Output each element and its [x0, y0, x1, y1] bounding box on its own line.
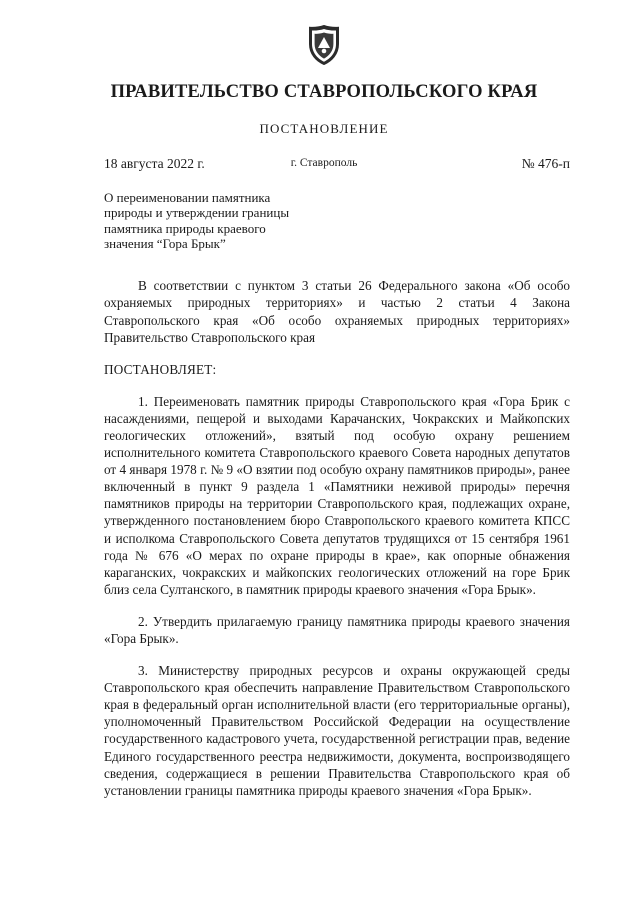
- clause-1: 1. Переименовать памятник природы Ставропольского края «Гора Брик с насаждениями, пещерой и выходами Карачанских, Чокракских и Майкопских геологических отложений», взятый под особую охрану решением исполнительного комитета Ставропольского краевого Совета народных депутатов от 4 января 1978 г. № 9 «О взятии под особую охрану памятников природы», ранее включенный в пункт 9 раздела 1 «Памятники неживой природы» перечня памятников природы на территории Ставропольского края, подлежащих охране, утвержденного постановлением бюро Ставропольского краевого комитета КПСС и исполкома Ставропольского Совета депутатов трудящихся от 15 сентября 1961 года № 676 «О мерах по охране природы в крае», как опорные обнажения караганских, чокракских и майкопских геологических отложений на горе Брик близ села Султанского, в памятник природы краевого значения «Гора Брык».: [104, 393, 570, 597]
- document-body: [104, 277, 570, 799]
- document-date: 18 августа 2022 г.: [104, 156, 205, 171]
- document-type: ПОСТАНОВЛЕНИЕ: [259, 121, 389, 136]
- clause-3: 3. Министерству природных ресурсов и охраны окружающей среды Ставропольского края обеспечить направление Правительством Ставропольского края в федеральный орган исполнительной власти (его территориальные органы), уполномоченный Правительством Российской Федерации на осуществление государственного кадастрового учета, государственной регистрации прав, ведение Единого государственного реестра недвижимости, документа, воспроизводящего сведения, содержащиеся в решении Правительства Ставропольского края об установлении границы памятника природы краевого значения «Гора Брык».: [104, 663, 570, 798]
- page-title: ПРАВИТЕЛЬСТВО СТАВРОПОЛЬСКОГО КРАЯ: [110, 82, 538, 102]
- subject-line: значения “Гора Брык”: [104, 235, 226, 251]
- decree-word: ПОСТАНОВЛЯЕТ:: [104, 361, 217, 377]
- city-label: г. Ставрополь: [290, 157, 358, 169]
- document-number: № 476-п: [521, 156, 570, 171]
- emblem-container: [78, 0, 570, 66]
- preamble-paragraph: В соответствии с пунктом 3 статьи 26 Федерального закона «Об особо охраняемых природных территориях» и частью 2 статьи 4 Закона Ставропольского края «Об особо охраняемых природных территориях» Правительство Ставропольского края: [104, 278, 570, 345]
- subject-line: О переименовании памятника: [104, 190, 271, 205]
- document-subject: [104, 190, 354, 251]
- document-meta: [78, 156, 570, 176]
- subject-line: памятника природы краевого: [104, 220, 266, 236]
- subject-line: природы и утверждении границы: [104, 205, 290, 221]
- clause-2: 2. Утвердить прилагаемую границу памятника природы краевого значения «Гора Брык».: [104, 613, 570, 646]
- coat-of-arms-icon: [307, 24, 341, 66]
